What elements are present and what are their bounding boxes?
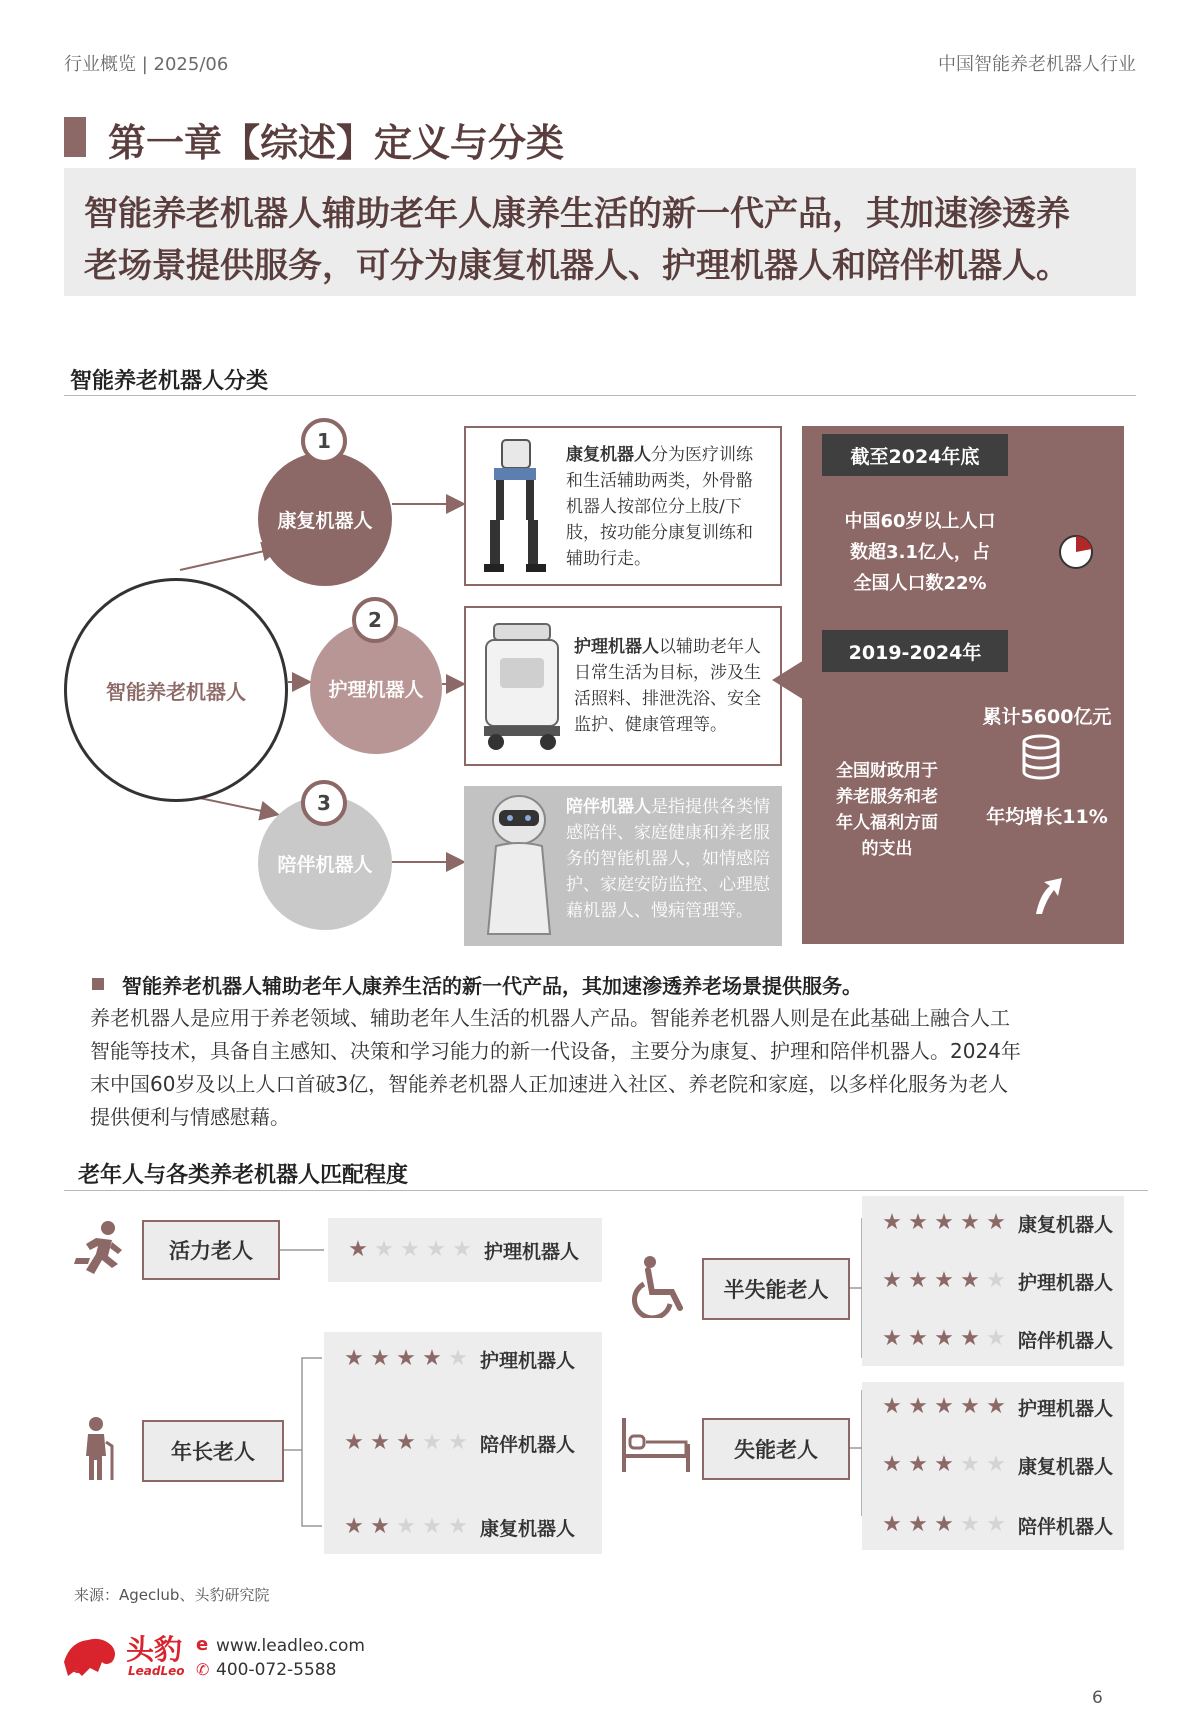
nursing-robot-icon — [476, 622, 566, 752]
chapter-title: 第一章【综述】定义与分类 — [108, 121, 565, 165]
type-number: 2 — [352, 597, 398, 643]
type-number: 1 — [301, 418, 347, 464]
star-empty-icon: ★ — [448, 1430, 468, 1455]
robot-label: 护理机器人 — [480, 1349, 576, 1372]
card-desc: 以辅助老年人日常生活为目标，涉及生活照料、排泄洗浴、安全监护、健康管理等。 — [574, 637, 761, 735]
group-disabled: 失能老人 — [702, 1418, 850, 1480]
star-filled-icon: ★ — [908, 1452, 928, 1477]
star-rating — [880, 1454, 1008, 1476]
robot-label: 护理机器人 — [484, 1240, 580, 1263]
stats-tag-period: 2019-2024年 — [822, 630, 1008, 672]
star-filled-icon: ★ — [882, 1210, 902, 1235]
star-filled-icon: ★ — [934, 1452, 954, 1477]
star-rating — [880, 1212, 1008, 1234]
panel-pointer — [772, 660, 804, 700]
star-filled-icon: ★ — [934, 1326, 954, 1351]
population-line: 全国人口数22% — [853, 573, 987, 594]
star-filled-icon: ★ — [986, 1394, 1006, 1419]
star-rating — [342, 1432, 470, 1454]
star-filled-icon: ★ — [882, 1394, 902, 1419]
star-filled-icon: ★ — [960, 1326, 980, 1351]
star-rating — [880, 1270, 1008, 1292]
robot-label: 护理机器人 — [1018, 1397, 1114, 1420]
robot-label: 陪伴机器人 — [480, 1433, 576, 1456]
arrow-up-icon — [1030, 874, 1066, 918]
rating-row — [880, 1324, 1113, 1354]
chapter-marker — [64, 117, 86, 157]
pie-icon — [1056, 532, 1096, 572]
body-line: 养老机器人是应用于养老领域、辅助老年人生活的机器人产品。智能养老机器人则是在此基础上融合人工 — [90, 1006, 1010, 1030]
star-filled-icon: ★ — [960, 1268, 980, 1293]
star-empty-icon: ★ — [448, 1346, 468, 1371]
star-filled-icon: ★ — [934, 1512, 954, 1537]
ratings-active — [328, 1218, 602, 1282]
card-nursing-text — [574, 634, 770, 738]
star-empty-icon: ★ — [422, 1514, 442, 1539]
rating-row — [342, 1428, 575, 1458]
card-companion — [464, 786, 782, 946]
header-left: 行业概览 | 2025/06 — [64, 54, 229, 75]
robot-label: 陪伴机器人 — [1018, 1515, 1114, 1538]
star-empty-icon: ★ — [452, 1237, 472, 1262]
phone-icon: ✆ — [196, 1660, 210, 1679]
stats-tag-2024: 截至2024年底 — [822, 434, 1008, 476]
fiscal-line: 全国财政用于 — [836, 761, 938, 781]
star-filled-icon: ★ — [422, 1346, 442, 1371]
star-empty-icon: ★ — [396, 1514, 416, 1539]
star-filled-icon: ★ — [348, 1237, 368, 1262]
star-filled-icon: ★ — [986, 1210, 1006, 1235]
star-filled-icon: ★ — [370, 1430, 390, 1455]
star-filled-icon: ★ — [908, 1210, 928, 1235]
exoskeleton-icon — [480, 438, 550, 578]
star-rating — [880, 1514, 1008, 1536]
star-rating — [880, 1396, 1008, 1418]
star-empty-icon: ★ — [448, 1514, 468, 1539]
star-empty-icon: ★ — [986, 1268, 1006, 1293]
summary-box — [64, 168, 1136, 296]
body-line: 智能等技术，具备自主感知、决策和学习能力的新一代设备，主要分为康复、护理和陪伴机器人。2024年 — [90, 1039, 1021, 1063]
star-filled-icon: ★ — [882, 1512, 902, 1537]
bullet-marker — [92, 978, 104, 990]
rating-row — [880, 1266, 1113, 1296]
population-line: 中国60岁以上人口 — [844, 511, 996, 532]
robot-label: 陪伴机器人 — [1018, 1329, 1114, 1352]
star-filled-icon: ★ — [882, 1326, 902, 1351]
star-filled-icon: ★ — [960, 1210, 980, 1235]
star-rating — [346, 1239, 474, 1261]
robot-label: 康复机器人 — [480, 1517, 576, 1540]
robot-label: 护理机器人 — [1018, 1271, 1114, 1294]
star-filled-icon: ★ — [908, 1326, 928, 1351]
star-filled-icon: ★ — [908, 1512, 928, 1537]
star-filled-icon: ★ — [396, 1430, 416, 1455]
cumulative-spend: 累计5600亿元 — [982, 706, 1112, 728]
star-filled-icon: ★ — [370, 1346, 390, 1371]
type-number: 3 — [301, 780, 347, 826]
star-filled-icon: ★ — [396, 1346, 416, 1371]
type-circle-rehab — [258, 452, 392, 586]
robot-label: 康复机器人 — [1018, 1213, 1114, 1236]
rating-row — [342, 1512, 575, 1542]
star-filled-icon: ★ — [882, 1268, 902, 1293]
body-line: 提供便利与情感慰藉。 — [90, 1105, 290, 1129]
card-bold: 康复机器人 — [566, 445, 651, 465]
fiscal-line: 年人福利方面 — [836, 813, 938, 833]
center-circle — [64, 578, 288, 802]
star-filled-icon: ★ — [344, 1430, 364, 1455]
wheelchair-icon — [630, 1254, 694, 1318]
card-rehab — [464, 426, 782, 586]
star-filled-icon: ★ — [934, 1394, 954, 1419]
population-line: 数超3.1亿人，占 — [850, 542, 990, 563]
bullet-body — [90, 1002, 1140, 1134]
ratings-semi-disabled — [862, 1196, 1124, 1366]
robot-label: 康复机器人 — [1018, 1455, 1114, 1478]
star-filled-icon: ★ — [344, 1514, 364, 1539]
star-empty-icon: ★ — [422, 1430, 442, 1455]
brand-name: 头豹 — [126, 1633, 183, 1666]
bullet-title: 智能养老机器人辅助老年人康养生活的新一代产品，其加速渗透养老场景提供服务。 — [122, 974, 862, 998]
center-label: 智能养老机器人 — [106, 679, 246, 704]
star-empty-icon: ★ — [426, 1237, 446, 1262]
star-filled-icon: ★ — [908, 1268, 928, 1293]
stats-panel — [802, 426, 1124, 944]
body-line: 末中国60岁及以上人口首破3亿，智能养老机器人正加速进入社区、养老院和家庭，以多样化服务为老人 — [90, 1072, 1009, 1096]
fiscal-line: 的支出 — [861, 839, 913, 859]
rating-row — [880, 1208, 1113, 1238]
rating-row — [880, 1450, 1113, 1480]
type-name: 护理机器人 — [328, 678, 424, 701]
group-active-elderly: 活力老人 — [142, 1220, 280, 1280]
star-empty-icon: ★ — [374, 1237, 394, 1262]
card-nursing — [464, 606, 782, 766]
footer-phone: 400-072-5588 — [216, 1660, 337, 1680]
header-right: 中国智能养老机器人行业 — [938, 54, 1136, 75]
population-stat — [810, 506, 1030, 599]
card-desc: 是指提供各类情感陪伴、家庭健康和养老服务的智能机器人，如情感陪护、家庭安防监控、心理慰藉机器人、慢病管理等。 — [566, 797, 770, 921]
leopard-logo-icon — [62, 1632, 118, 1680]
section-rule — [64, 395, 1136, 396]
card-companion-text — [566, 794, 772, 924]
brand-name-en: LeadLeo — [128, 1664, 185, 1678]
star-filled-icon: ★ — [934, 1210, 954, 1235]
ratings-aged — [324, 1332, 602, 1554]
star-empty-icon: ★ — [960, 1452, 980, 1477]
annual-growth: 年均增长11% — [986, 806, 1108, 828]
star-empty-icon: ★ — [986, 1512, 1006, 1537]
companion-robot-icon — [474, 794, 564, 942]
summary-line-2: 老场景提供服务，可分为康复机器人、护理机器人和陪伴机器人。 — [84, 246, 1070, 286]
ratings-disabled — [862, 1382, 1124, 1550]
star-filled-icon: ★ — [344, 1346, 364, 1371]
star-filled-icon: ★ — [960, 1394, 980, 1419]
summary-line-1: 智能养老机器人辅助老年人康养生活的新一代产品，其加速渗透养 — [84, 194, 1070, 234]
star-filled-icon: ★ — [370, 1514, 390, 1539]
running-person-icon — [72, 1220, 128, 1282]
fiscal-spend-label — [812, 758, 962, 862]
rating-row — [880, 1510, 1113, 1540]
star-rating — [342, 1348, 470, 1370]
type-name: 康复机器人 — [277, 509, 373, 532]
page-number: 6 — [1092, 1688, 1103, 1708]
rating-row — [880, 1392, 1113, 1422]
type-name: 陪伴机器人 — [277, 853, 373, 876]
card-desc: 分为医疗训练和生活辅助两类，外骨骼机器人按部位分上肢/下肢，按功能分康复训练和辅助行走。 — [566, 445, 753, 569]
classification-title: 智能养老机器人分类 — [70, 369, 269, 394]
rating-row — [346, 1235, 579, 1265]
group-semi-disabled: 半失能老人 — [702, 1258, 850, 1320]
rating-row — [342, 1344, 575, 1374]
card-rehab-text — [566, 442, 768, 572]
star-filled-icon: ★ — [934, 1268, 954, 1293]
elderly-cane-icon — [80, 1416, 120, 1482]
web-icon: e — [196, 1634, 209, 1655]
star-filled-icon: ★ — [908, 1394, 928, 1419]
star-empty-icon: ★ — [400, 1237, 420, 1262]
star-empty-icon: ★ — [986, 1452, 1006, 1477]
footer-website: www.leadleo.com — [216, 1636, 365, 1656]
hospital-bed-icon — [620, 1414, 692, 1476]
star-rating — [880, 1328, 1008, 1350]
group-aged-elderly: 年长老人 — [142, 1420, 284, 1482]
star-filled-icon: ★ — [882, 1452, 902, 1477]
matching-title: 老年人与各类养老机器人匹配程度 — [78, 1163, 409, 1188]
star-rating — [342, 1516, 470, 1538]
fiscal-line: 养老服务和老 — [836, 787, 938, 807]
source-note: 来源：Ageclub、头豹研究院 — [74, 1586, 270, 1604]
coins-icon — [1020, 734, 1062, 782]
card-bold: 护理机器人 — [574, 637, 659, 657]
star-empty-icon: ★ — [986, 1326, 1006, 1351]
card-bold: 陪伴机器人 — [566, 797, 651, 817]
star-empty-icon: ★ — [960, 1512, 980, 1537]
